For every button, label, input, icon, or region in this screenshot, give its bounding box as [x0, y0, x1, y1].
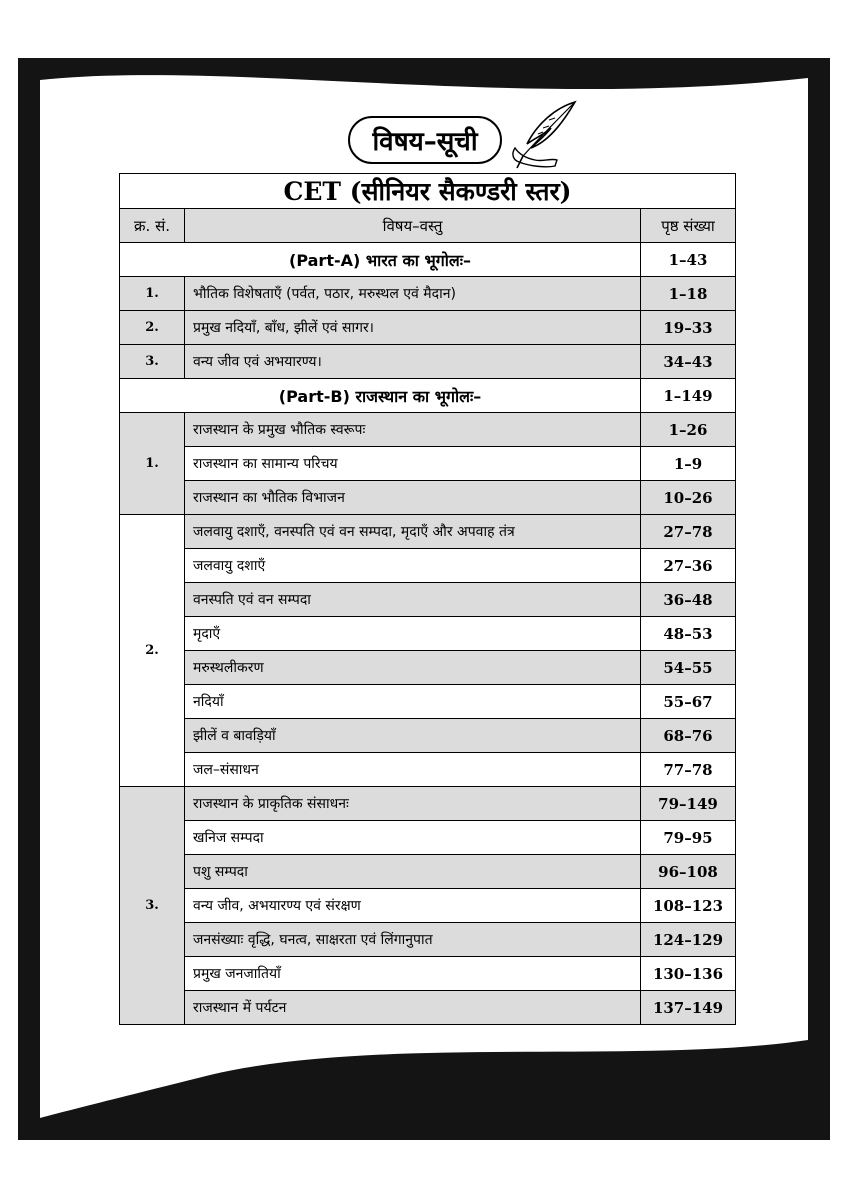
row-subject: मृदाएँ — [185, 617, 641, 651]
page-title: विषय–सूची — [348, 116, 502, 164]
row-pages: 1–9 — [641, 447, 736, 481]
table-row — [120, 617, 736, 651]
header-page: पृष्ठ संख्या — [641, 209, 736, 243]
group-number: 3. — [120, 787, 185, 1025]
row-number: 3. — [120, 345, 185, 379]
contents-table — [119, 173, 736, 1025]
table-row — [120, 345, 736, 379]
row-pages: 108–123 — [641, 889, 736, 923]
table-row — [120, 957, 736, 991]
row-subject: खनिज सम्पदा — [185, 821, 641, 855]
table-row — [120, 515, 736, 549]
table-row — [120, 277, 736, 311]
part-title: (Part-B) राजस्थान का भूगोलः– — [120, 379, 641, 413]
row-pages: 1–26 — [641, 413, 736, 447]
part-title: (Part-A) भारत का भूगोलः– — [120, 243, 641, 277]
row-subject: जलवायु दशाएँ — [185, 549, 641, 583]
row-pages: 68–76 — [641, 719, 736, 753]
table-row — [120, 311, 736, 345]
row-pages: 10–26 — [641, 481, 736, 515]
table-row — [120, 923, 736, 957]
header-subject: विषय–वस्तु — [185, 209, 641, 243]
table-caption-row — [120, 174, 736, 209]
row-pages: 79–95 — [641, 821, 736, 855]
table-row — [120, 481, 736, 515]
header-sno: क्र. सं. — [120, 209, 185, 243]
row-subject: जल–संसाधन — [185, 753, 641, 787]
table-header-row — [120, 209, 736, 243]
row-pages: 79–149 — [641, 787, 736, 821]
row-subject: पशु सम्पदा — [185, 855, 641, 889]
row-pages: 130–136 — [641, 957, 736, 991]
part-row — [120, 243, 736, 277]
row-subject: नदियाँ — [185, 685, 641, 719]
table-row — [120, 855, 736, 889]
row-subject: राजस्थान का भौतिक विभाजन — [185, 481, 641, 515]
row-subject: वन्य जीव, अभयारण्य एवं संरक्षण — [185, 889, 641, 923]
part-pages: 1–149 — [641, 379, 736, 413]
table-row — [120, 447, 736, 481]
row-subject: झीलें व बावड़ियाँ — [185, 719, 641, 753]
row-pages: 27–78 — [641, 515, 736, 549]
title-area — [0, 116, 849, 166]
row-pages: 55–67 — [641, 685, 736, 719]
row-number: 1. — [120, 277, 185, 311]
table-row — [120, 753, 736, 787]
row-pages: 1–18 — [641, 277, 736, 311]
row-pages: 36–48 — [641, 583, 736, 617]
row-subject: राजस्थान के प्रमुख भौतिक स्वरूपः — [185, 413, 641, 447]
group-number: 2. — [120, 515, 185, 787]
row-subject: राजस्थान में पर्यटन — [185, 991, 641, 1025]
row-pages: 27–36 — [641, 549, 736, 583]
table-row — [120, 889, 736, 923]
table-caption: CET (सीनियर सैकण्डरी स्तर) — [120, 174, 736, 209]
row-subject: राजस्थान का सामान्य परिचय — [185, 447, 641, 481]
quill-pen-icon — [505, 98, 583, 170]
part-row — [120, 379, 736, 413]
row-subject: प्रमुख जनजातियाँ — [185, 957, 641, 991]
part-pages: 1–43 — [641, 243, 736, 277]
row-pages: 124–129 — [641, 923, 736, 957]
table-row — [120, 583, 736, 617]
row-subject: वन्य जीव एवं अभयारण्य। — [185, 345, 641, 379]
row-number: 2. — [120, 311, 185, 345]
row-subject: जनसंख्याः वृद्धि, घनत्व, साक्षरता एवं लिंगानुपात — [185, 923, 641, 957]
table-row — [120, 719, 736, 753]
row-pages: 96–108 — [641, 855, 736, 889]
row-subject: वनस्पति एवं वन सम्पदा — [185, 583, 641, 617]
row-pages: 137–149 — [641, 991, 736, 1025]
row-pages: 77–78 — [641, 753, 736, 787]
row-pages: 19–33 — [641, 311, 736, 345]
table-row — [120, 685, 736, 719]
row-subject: जलवायु दशाएँ, वनस्पति एवं वन सम्पदा, मृदाएँ और अपवाह तंत्र — [185, 515, 641, 549]
row-subject: भौतिक विशेषताएँ (पर्वत, पठार, मरुस्थल एवं मैदान) — [185, 277, 641, 311]
table-row — [120, 821, 736, 855]
row-pages: 48–53 — [641, 617, 736, 651]
row-subject: राजस्थान के प्राकृतिक संसाधनः — [185, 787, 641, 821]
table-row — [120, 413, 736, 447]
row-pages: 54–55 — [641, 651, 736, 685]
table-row — [120, 549, 736, 583]
group-number: 1. — [120, 413, 185, 515]
row-subject: प्रमुख नदियाँ, बाँध, झीलें एवं सागर। — [185, 311, 641, 345]
table-row — [120, 651, 736, 685]
row-pages: 34–43 — [641, 345, 736, 379]
table-row — [120, 991, 736, 1025]
row-subject: मरुस्थलीकरण — [185, 651, 641, 685]
table-row — [120, 787, 736, 821]
